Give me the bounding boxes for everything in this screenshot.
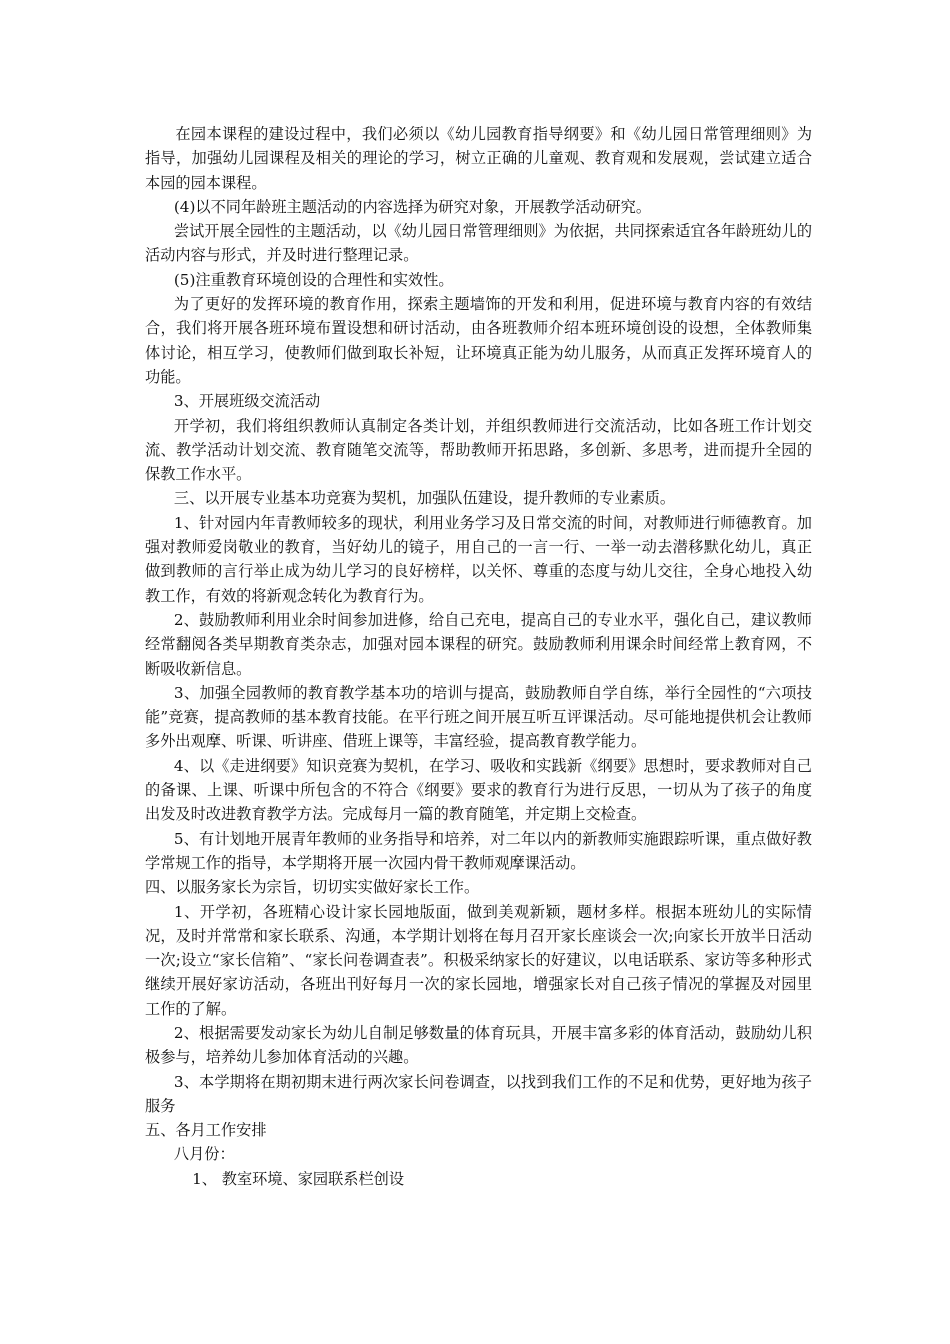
august-item-1: 1、 教室环境、家园联系栏创设 xyxy=(192,1169,405,1188)
subheading-class-exchange: 3、开展班级交流活动 xyxy=(173,392,321,411)
paragraph-theme-activity: 尝试开展全园性的主题活动，以《幼儿园日常管理细则》为依据，共同探索适宜各年龄班幼儿的活动内容与形式，并及时进行整理记录。 xyxy=(145,222,812,265)
paragraph-exchange: 开学初，我们将组织教师认真制定各类计划，并组织教师进行交流活动，比如各班工作计划交流、教学活动计划交流、教育随笔交流等，帮助教师开拓思路，多创新、多思考，进而提升全园的保教工作水平。 xyxy=(145,416,812,484)
paragraph-parent-survey: 3、本学期将在期初期末进行两次家长问卷调查，以找到我们工作的不足和优势，更好地为孩子服务 xyxy=(145,1072,812,1115)
paragraph-environment: 为了更好的发挥环境的教育作用，探索主题墙饰的开发和利用，促进环境与教育内容的有效结合，我们将开展各班环境布置设想和研讨活动，由各班教师介绍本班环境创设的设想，全体教师集体讨论，相互学习，使教师们做到取长补短，让环境真正能为幼儿服务，从而真正发挥环境育人的功能。 xyxy=(145,295,812,386)
heading-section-5: 五、各月工作安排 xyxy=(145,1121,267,1140)
paragraph-curriculum: 在园本课程的建设过程中，我们必须以《幼儿园教育指导纲要》和《幼儿园日常管理细则》为指导，加强幼儿园课程及相关的理论的学习，树立正确的儿童观、教育观和发展观，尝试建立适合本园的园本课程。 xyxy=(145,125,812,192)
paragraph-young-teachers: 5、有计划地开展青年教师的业务指导和培养，对二年以内的新教师实施跟踪听课，重点做好教学常规工作的指导，本学期将开展一次园内骨干教师观摩课活动。 xyxy=(145,829,812,872)
month-august: 八月份： xyxy=(173,1145,235,1164)
paragraph-item-4: (4)以不同年龄班主题活动的内容选择为研究对象，开展教学活动研究。 xyxy=(173,197,652,216)
paragraph-skills-training: 3、加强全园教师的教育教学基本功的培训与提高，鼓励教师自学自练，举行全园性的“六项技能”竞赛，提高教师的基本教育技能。在平行班之间开展互听互评课活动。尽可能地提供机会让教师多外出观摩、听课、听讲座、借班上课等，丰富经验，提高教育教学能力。 xyxy=(145,683,812,751)
paragraph-further-study: 2、鼓励教师利用业余时间参加进修，给自己充电，提高自己的专业水平，强化自己，建议教师经常翻阅各类早期教育类杂志，加强对园本课程的研究。鼓励教师利用课余时间经常上教育网，不断吸收新信息。 xyxy=(145,610,812,678)
paragraph-item-5: (5)注重教育环境创设的合理性和实效性。 xyxy=(173,270,454,289)
heading-section-4: 四、以服务家长为宗旨，切切实实做好家长工作。 xyxy=(145,878,480,897)
paragraph-teacher-ethics: 1、针对园内年青教师较多的现状，利用业务学习及日常交流的时间，对教师进行师德教育。加强对教师爱岗敬业的教育，当好幼儿的镜子，用自己的一言一行、一举一动去潜移默化幼儿，真正做到教师的言行举止成为幼儿学习的良好榜样，以关怀、尊重的态度与幼儿交往，全身心地投入幼教工作，有效的将新观念转化为教育行为。 xyxy=(145,513,812,605)
paragraph-guideline-contest: 4、以《走进纲要》知识竞赛为契机，在学习、吸收和实践新《纲要》思想时，要求教师对自己的备课、上课、听课中所包含的不符合《纲要》要求的教育行为进行反思，一切从为了孩子的角度出发及时改进教育教学方法。完成每月一篇的教育随笔，并定期上交检查。 xyxy=(145,756,812,824)
paragraph-sports-toys: 2、根据需要发动家长为幼儿自制足够数量的体育玩具，开展丰富多彩的体育活动，鼓励幼儿积极参与，培养幼儿参加体育活动的兴趣。 xyxy=(145,1023,812,1067)
paragraph-parent-board: 1、开学初，各班精心设计家长园地版面，做到美观新颖，题材多样。根据本班幼儿的实际情况，及时并常常和家长联系、沟通，本学期计划将在每月召开家长座谈会一次;向家长开放半日活动一次;设立“家长信箱”、“家长问卷调查表”。积极采纳家长的好建议，以电话联系、家访等多种形式继续开展好家访活动，各班出刊好每月一次的家长园地，增强家长对自己孩子情况的掌握及对园里工作的了解。 xyxy=(145,902,812,1018)
document-page xyxy=(145,122,812,1191)
heading-section-3: 三、以开展专业基本功竞赛为契机，加强队伍建设，提升教师的专业素质。 xyxy=(173,489,676,508)
